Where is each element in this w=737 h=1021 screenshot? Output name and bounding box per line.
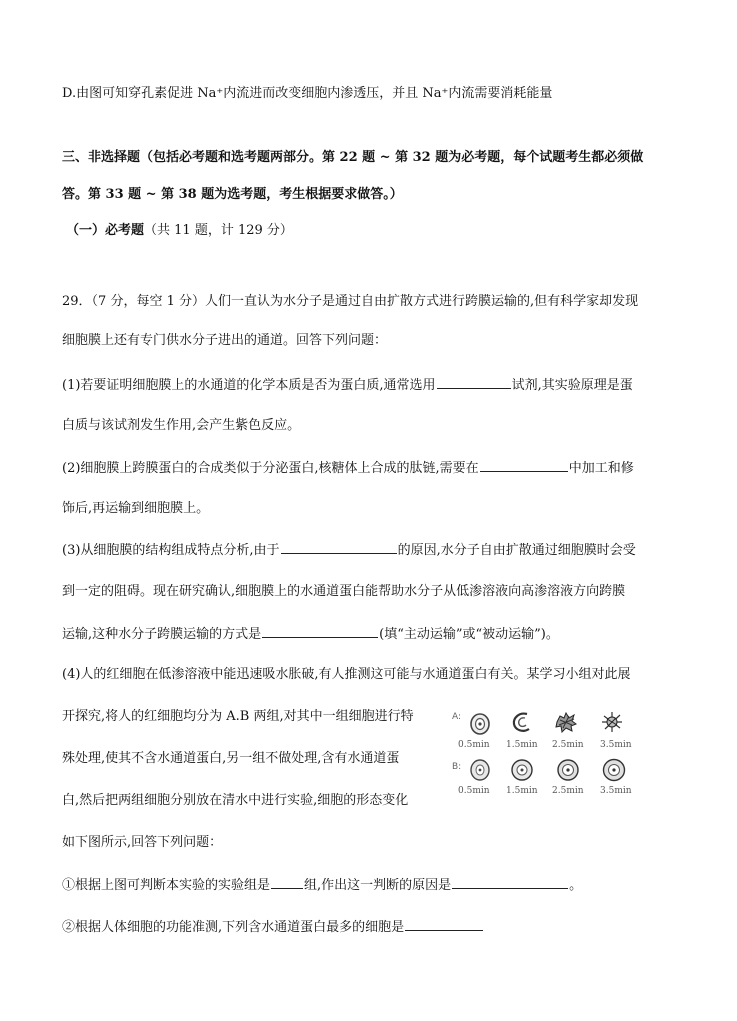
sub1-text-a: ①根据上图可判断本实验的实验组是 <box>62 878 271 893</box>
sub1-text-b: 组,作出这一判断的原因是 <box>304 878 452 893</box>
required-note: （共 11 题，计 129 分） <box>144 223 293 238</box>
part2-text-a: (2)细胞膜上跨膜蛋白的合成类似于分泌蛋白,核糖体上合成的肽链,需要在 <box>62 461 479 476</box>
answer-blank-5[interactable] <box>271 875 303 889</box>
answer-blank-1[interactable] <box>437 375 511 389</box>
time-a-2: 1.5min <box>506 740 538 750</box>
answer-blank-2[interactable] <box>480 458 568 472</box>
answer-blank-6[interactable] <box>452 875 568 889</box>
time-b-2: 1.5min <box>506 786 538 796</box>
part2-line1 <box>62 458 634 478</box>
part3-line1 <box>62 540 636 560</box>
answer-blank-7[interactable] <box>405 917 483 931</box>
option-d: D.由图可知穿孔素促进 Na⁺内流进而改变细胞内渗透压，并且 Na⁺内流需要消耗能量 <box>62 86 553 101</box>
cell-a-1 <box>468 712 492 736</box>
row-b-label: B: <box>452 762 462 772</box>
part3-text-d: (填“主动运输”或“被动运输”)。 <box>379 627 559 642</box>
part1-text-a: (1)若要证明细胞膜上的水通道的化学本质是否为蛋白质,通常选用 <box>62 378 436 393</box>
section-3-heading: 三、非选择题（包括必考题和选考题两部分。第 22 题 ~ 第 32 题为必考题，每个试题考生都必须做 <box>62 150 644 165</box>
time-a-4: 3.5min <box>600 740 632 750</box>
time-a-1: 0.5min <box>458 740 490 750</box>
cell-figure <box>448 700 648 810</box>
required-heading <box>66 222 293 240</box>
sub2-text-a: ②根据人体细胞的功能准测,下列含水通道蛋白最多的细胞是 <box>62 920 405 935</box>
cell-a-4 <box>600 710 624 734</box>
cell-a-3 <box>554 710 578 734</box>
cell-b-2 <box>510 758 534 782</box>
sub1-line <box>62 875 582 895</box>
part2-line2: 饰后,再运输到细胞膜上。 <box>62 501 210 516</box>
time-b-1: 0.5min <box>458 786 490 796</box>
sub2-line <box>62 917 484 937</box>
part4-line4: 白,然后把两组细胞分别放在清水中进行实验,细胞的形态变化 <box>62 793 409 808</box>
part1-line2: 白质与该试剂发生作用,会产生紫色反应。 <box>62 418 301 433</box>
part1-text-b: 试剂,其实验原理是蛋 <box>511 378 633 393</box>
cell-b-1 <box>468 758 492 782</box>
cell-a-2 <box>510 710 534 734</box>
part4-line3: 殊处理,使其不含水通道蛋白,另一组不做处理,含有水通道蛋 <box>62 751 400 766</box>
q29-stem-cont: 细胞膜上还有专门供水分子进出的通道。回答下列问题： <box>62 333 388 348</box>
answer-blank-4[interactable] <box>262 624 378 638</box>
part3-text-c: 运输,这种水分子跨膜运输的方式是 <box>62 627 262 642</box>
sub1-text-c: 。 <box>569 878 583 893</box>
part4-line2: 开探究,将人的红细胞均分为 A.B 两组,对其中一组细胞进行特 <box>62 709 414 724</box>
answer-blank-3[interactable] <box>281 540 397 554</box>
part1-line1 <box>62 375 633 395</box>
part3-line3 <box>62 624 559 644</box>
time-a-3: 2.5min <box>552 740 584 750</box>
part4-line5: 如下图所示,回答下列问题： <box>62 835 223 850</box>
part2-text-b: 中加工和修 <box>568 461 634 476</box>
part3-line2: 到一定的阻碍。现在研究确认,细胞膜上的水通道蛋白能帮助水分子从低渗溶液向高渗溶液方向跨膜 <box>62 584 626 599</box>
row-a-label: A: <box>452 712 462 722</box>
time-b-4: 3.5min <box>600 786 632 796</box>
part3-text-a: (3)从细胞膜的结构组成特点分析,由于 <box>62 543 280 558</box>
cell-b-3 <box>556 758 580 782</box>
required-label: （一）必考题 <box>66 223 145 238</box>
part4-line1: (4)人的红细胞在低渗溶液中能迅速吸水胀破,有人推测这可能与水通道蛋白有关。某学习小组对此展 <box>62 667 631 682</box>
part3-text-b: 的原因,水分子自由扩散通过细胞膜时会受 <box>397 543 636 558</box>
q29-stem: 29．（7 分，每空 1 分）人们一直认为水分子是通过自由扩散方式进行跨膜运输的,但有科学家却发现 <box>62 294 639 309</box>
cell-b-4 <box>602 758 626 782</box>
time-b-3: 2.5min <box>552 786 584 796</box>
section-3-heading-cont: 答。第 33 题 ~ 第 38 题为选考题，考生根据要求做答。） <box>62 187 403 202</box>
